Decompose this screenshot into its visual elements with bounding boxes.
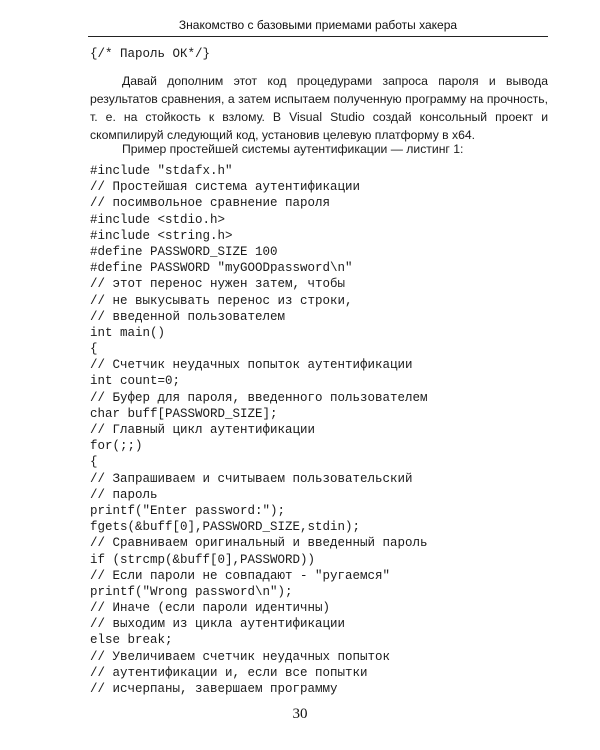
code-line: char buff[PASSWORD_SIZE]; — [90, 406, 278, 421]
code-line: int count=0; — [90, 374, 181, 389]
code-line: // посимвольное сравнение пароля — [90, 196, 331, 211]
code-line: #include <stdio.h> — [90, 212, 226, 227]
code-line: #define PASSWORD_SIZE 100 — [90, 244, 278, 259]
code-line: // выходим из цикла аутентификации — [90, 617, 346, 632]
code-line: { — [90, 342, 98, 357]
code-line: // Главный цикл аутентификации — [90, 423, 316, 437]
code-line: // не выкусывать перенос из строки, — [90, 293, 353, 308]
body-paragraph-2: Пример простейшей системы аутентификации — листинг 1: — [122, 142, 464, 156]
intro-code-line: {/* Пароль ОК*/} — [90, 47, 211, 61]
code-line: { — [90, 455, 98, 470]
code-line: // Запрашиваем и считываем пользовательский — [90, 471, 413, 486]
page-number: 30 — [292, 706, 308, 722]
code-line: // введенной пользователем — [90, 309, 286, 324]
code-line: // Сравниваем оригинальный и введенный пароль — [90, 536, 428, 551]
code-line: fgets(&buff[0],PASSWORD_SIZE,stdin); — [90, 520, 361, 535]
code-line: // аутентификации и, если все попытки — [90, 665, 368, 680]
code-line: // пароль — [90, 487, 158, 502]
code-line: #include "stdafx.h" — [90, 164, 233, 178]
code-listing — [90, 163, 428, 697]
body-paragraph-1: Давай дополним этот код процедурами запроса пароля и вывода результатов сравнения, а затем испытаем полученную программу на прочность, т. е. на стойкость к взлому. В Visual Studio создай консольный проект и скомпилируй следующий код, установив целевую платформу в x64. — [90, 74, 548, 142]
code-line: else break; — [90, 633, 173, 648]
code-line: // Увеличиваем счетчик неудачных попыток — [90, 649, 391, 664]
code-line: printf("Wrong password\n"); — [90, 584, 293, 599]
code-line: // Простейшая система аутентификации — [90, 180, 361, 195]
code-line: int main() — [90, 325, 166, 340]
code-line: #include <string.h> — [90, 228, 233, 243]
header-rule — [88, 36, 548, 37]
code-line: // Счетчик неудачных попыток аутентификации — [90, 358, 413, 373]
code-line: for(;;) — [90, 439, 143, 454]
code-line: if (strcmp(&buff[0],PASSWORD)) — [90, 552, 316, 567]
code-line: // Буфер для пароля, введенного пользователем — [90, 390, 428, 405]
code-line: // Если пароли не совпадают - "ругаемся" — [90, 568, 391, 583]
code-line: printf("Enter password:"); — [90, 503, 286, 518]
code-line: #define PASSWORD "myGOODpassword\n" — [90, 261, 353, 276]
code-line: // этот перенос нужен затем, чтобы — [90, 277, 346, 292]
running-header: Знакомство с базовыми приемами работы хакера — [178, 18, 458, 32]
code-line: // Иначе (если пароли идентичны) — [90, 601, 331, 616]
code-line: // исчерпаны, завершаем программу — [90, 682, 338, 696]
